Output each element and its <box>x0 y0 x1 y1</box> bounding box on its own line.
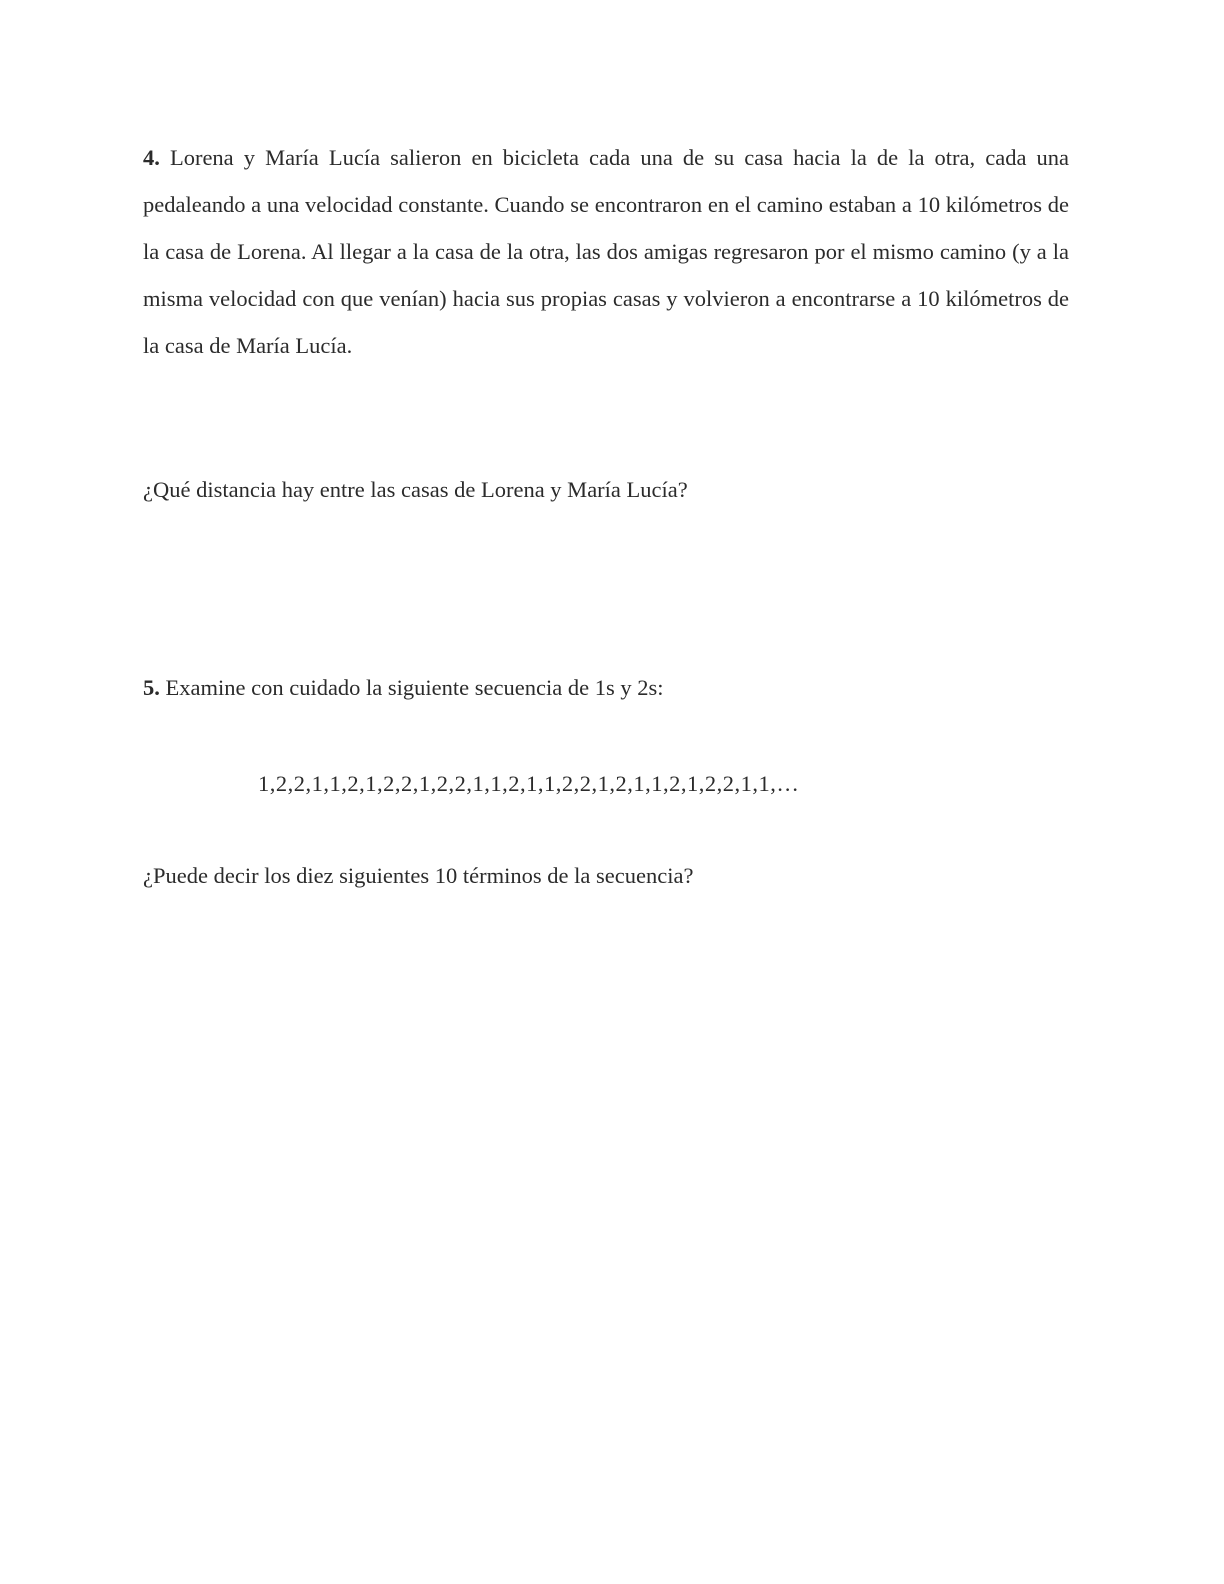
problem-4-number: 4. <box>143 145 160 170</box>
problem-5-question: ¿Puede decir los diez siguientes 10 términos de la secuencia? <box>143 863 694 888</box>
problem-5-text: Examine con cuidado la siguiente secuencia de 1s y 2s: <box>165 675 664 700</box>
problem-4-question: ¿Qué distancia hay entre las casas de Lorena y María Lucía? <box>143 477 688 502</box>
problem-4-text: Lorena y María Lucía salieron en bicicleta cada una de su casa hacia la de la otra, cada una pedaleando a una velocidad constante. Cuando se encontraron en el camino estaban a 10 kilómetros de la casa de Lorena. Al llegar a la casa de la otra, las dos amigas regresaron por el mismo camino (y a la misma velocidad con que venían) hacia sus propias casas y volvieron a encontrarse a 10 kilómetros de la casa de María Lucía. <box>143 145 1069 358</box>
problem-5-number: 5. <box>143 675 160 700</box>
problem-5-paragraph <box>143 664 1069 711</box>
problem-4-paragraph <box>143 134 1069 369</box>
problem-5-sequence: 1,2,2,1,1,2,1,2,2,1,2,2,1,1,2,1,1,2,2,1,2,1,1,2,1,2,2,1,1,… <box>258 771 800 796</box>
